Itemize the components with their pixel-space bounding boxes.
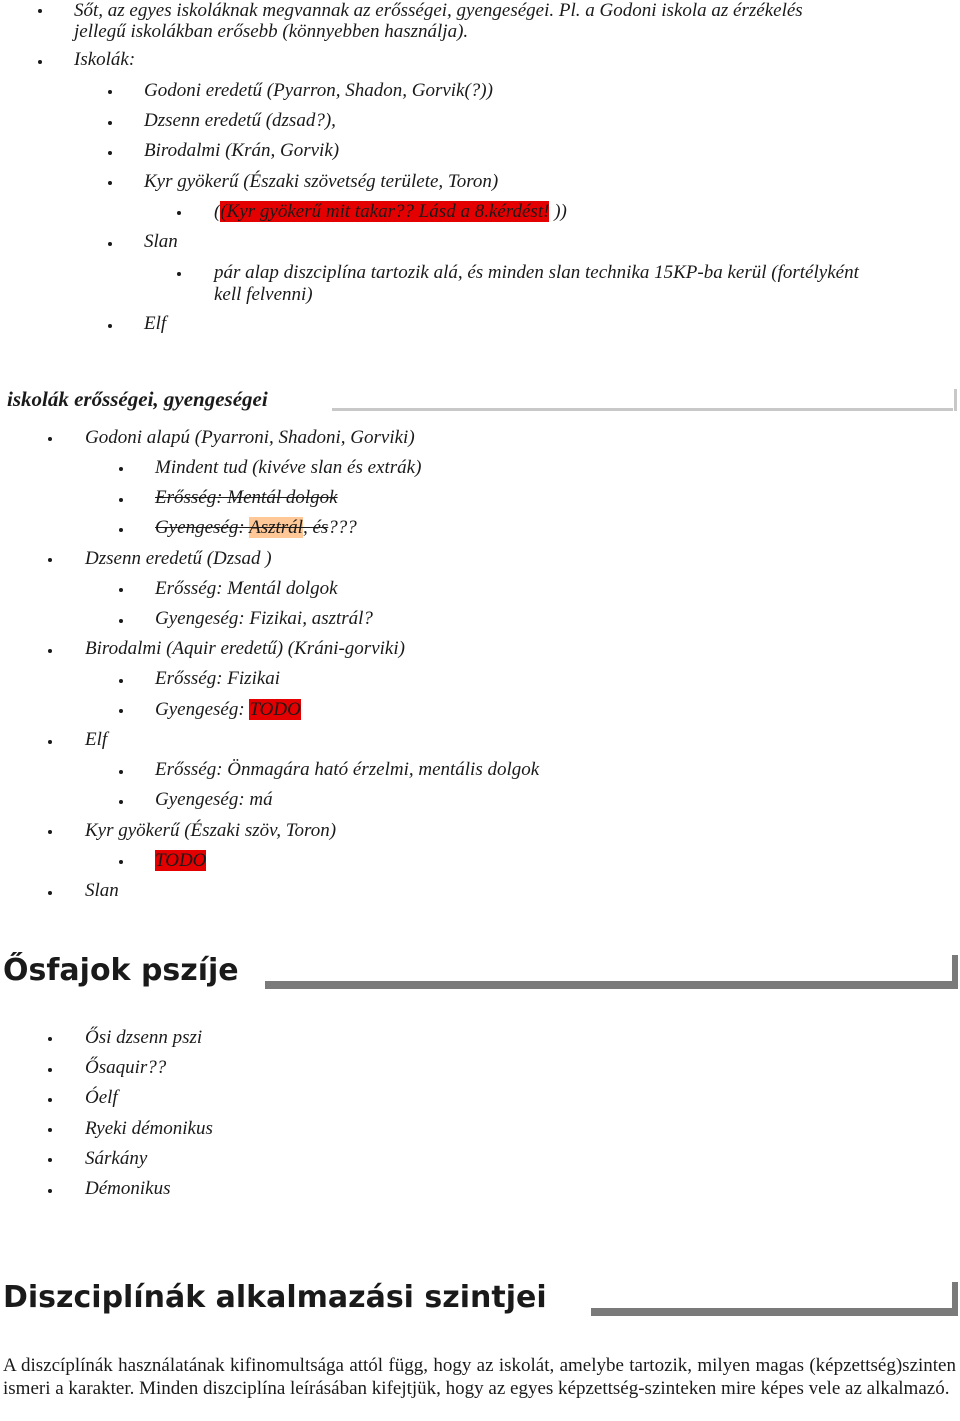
heading-rule-end (954, 389, 957, 411)
kyr-note-highlight: (Kyr gyökerű mit takar?? Lásd a 8.kérdést! (220, 201, 550, 222)
bullet (48, 1098, 52, 1102)
heading-rule (265, 981, 952, 989)
bullet (108, 181, 112, 185)
bullet (119, 467, 123, 471)
list-item: Ryeki démonikus (85, 1118, 213, 1139)
bullet (177, 272, 181, 276)
school-birodalmi: Birodalmi (Krán, Gorvik) (144, 140, 340, 161)
bullet (119, 528, 123, 532)
birodalmi-weak-prefix: Gyengeség: (155, 699, 250, 720)
bullet (48, 1128, 52, 1132)
birodalmi-item: Birodalmi (Aquir eredetű) (Kráni-gorviki) (85, 638, 405, 659)
schools-label: Iskolák: (74, 49, 136, 70)
school-elf: Elf (144, 313, 167, 334)
section-heading-ancient-text: Ősfajok pszíje (3, 953, 239, 988)
bullet (38, 9, 42, 13)
bullet (119, 860, 123, 864)
heading-rule (332, 408, 953, 411)
section-heading-strengths (7, 386, 957, 412)
bullet (48, 891, 52, 895)
bullet (108, 324, 112, 328)
dzsenn-strength: Erősség: Mentál dolgok (155, 578, 338, 599)
bullet (48, 830, 52, 834)
bullet (108, 242, 112, 246)
godoni-weak-highlight: Asztrál (249, 517, 303, 538)
godoni-item: Godoni alapú (Pyarroni, Shadoni, Gorviki) (85, 427, 415, 448)
heading-rule-end (952, 1282, 958, 1316)
section-heading-levels-text: Diszciplínák alkalmazási szintjei (3, 1280, 547, 1315)
section-heading-levels (3, 1280, 958, 1320)
bullet (108, 90, 112, 94)
godoni-weakness (155, 517, 357, 539)
levels-paragraph: A diszcíplínák használatának kifinomultsága attól függ, hogy az iskolát, amelybe tartozik, milyen magas (képzettség)szinten ismeri a karakter. Minden diszciplína leírásában kifejtjük, hogy az egyes képzettség-szinteken mire képes vele az alkalmazó. (3, 1355, 956, 1399)
elf-item: Elf (85, 729, 108, 750)
kyr-note-prefix: ( (214, 201, 221, 222)
bullet (119, 770, 123, 774)
bullet (48, 558, 52, 562)
elf-weakness: Gyengeség: má (155, 789, 273, 810)
bullet (48, 1189, 52, 1193)
bullet (119, 800, 123, 804)
kyr-item: Kyr gyökerű (Északi szöv, Toron) (85, 820, 337, 841)
godoni-all: Mindent tud (kivéve slan és extrák) (155, 457, 422, 478)
bullet (119, 619, 123, 623)
bullet (108, 121, 112, 125)
elf-strength: Erősség: Önmagára ható érzelmi, mentális dolgok (155, 759, 540, 780)
list-item: Sárkány (85, 1148, 148, 1169)
kyr-note-suffix: )) (549, 201, 567, 222)
school-kyr: Kyr gyökerű (Északi szövetség területe, Toron) (144, 171, 499, 192)
birodalmi-weakness (155, 699, 301, 721)
list-item: Démonikus (85, 1178, 171, 1199)
school-dzsenn: Dzsenn eredetű (dzsad?), (144, 110, 336, 131)
bullet (48, 1037, 52, 1041)
slan-note-line-2: kell felvenni) (214, 284, 313, 305)
school-slan: Slan (144, 231, 178, 252)
godoni-weak-suffix: , és (302, 517, 329, 538)
todo-badge: TODO (249, 699, 301, 720)
bullet (119, 709, 123, 713)
kyr-note (214, 201, 567, 223)
bullet (48, 1068, 52, 1072)
list-item: Ősaquir?? (85, 1057, 167, 1078)
bullet (108, 151, 112, 155)
bullet (119, 679, 123, 683)
birodalmi-strength: Erősség: Fizikai (155, 668, 281, 689)
godoni-weak-question: ??? (328, 517, 357, 538)
todo-badge: TODO (155, 850, 207, 871)
section-heading-ancient (3, 953, 958, 993)
bullet (48, 740, 52, 744)
heading-rule-end (952, 955, 958, 989)
slan-item: Slan (85, 880, 119, 901)
list-item: Óelf (85, 1087, 118, 1108)
bullet (48, 437, 52, 441)
bullet (119, 588, 123, 592)
intro-line-1: Sőt, az egyes iskoláknak megvannak az erősségei, gyengeségei. Pl. a Godoni iskola az érzékelés (74, 0, 803, 21)
section-heading-strengths-text: iskolák erősségei, gyengeségei (7, 387, 268, 411)
list-item: Ősi dzsenn pszi (85, 1027, 203, 1048)
godoni-weak-prefix: Gyengeség: (155, 517, 250, 538)
bullet (119, 498, 123, 502)
dzsenn-item: Dzsenn eredetű (Dzsad ) (85, 548, 272, 569)
bullet (177, 211, 181, 215)
bullet (48, 1158, 52, 1162)
school-godoni: Godoni eredetű (Pyarron, Shadon, Gorvik(?)) (144, 80, 493, 101)
godoni-strength: Erősség: Mentál dolgok (155, 487, 338, 508)
intro-line-2: jellegű iskolákban erősebb (könnyebben használja). (74, 21, 469, 42)
kyr-todo (155, 850, 206, 872)
bullet (38, 60, 42, 64)
slan-note-line-1: pár alap diszciplína tartozik alá, és minden slan technika 15KP-ba kerül (fortélyként (214, 262, 859, 283)
heading-rule (591, 1308, 952, 1316)
bullet (48, 649, 52, 653)
dzsenn-weakness: Gyengeség: Fizikai, asztrál? (155, 608, 373, 629)
